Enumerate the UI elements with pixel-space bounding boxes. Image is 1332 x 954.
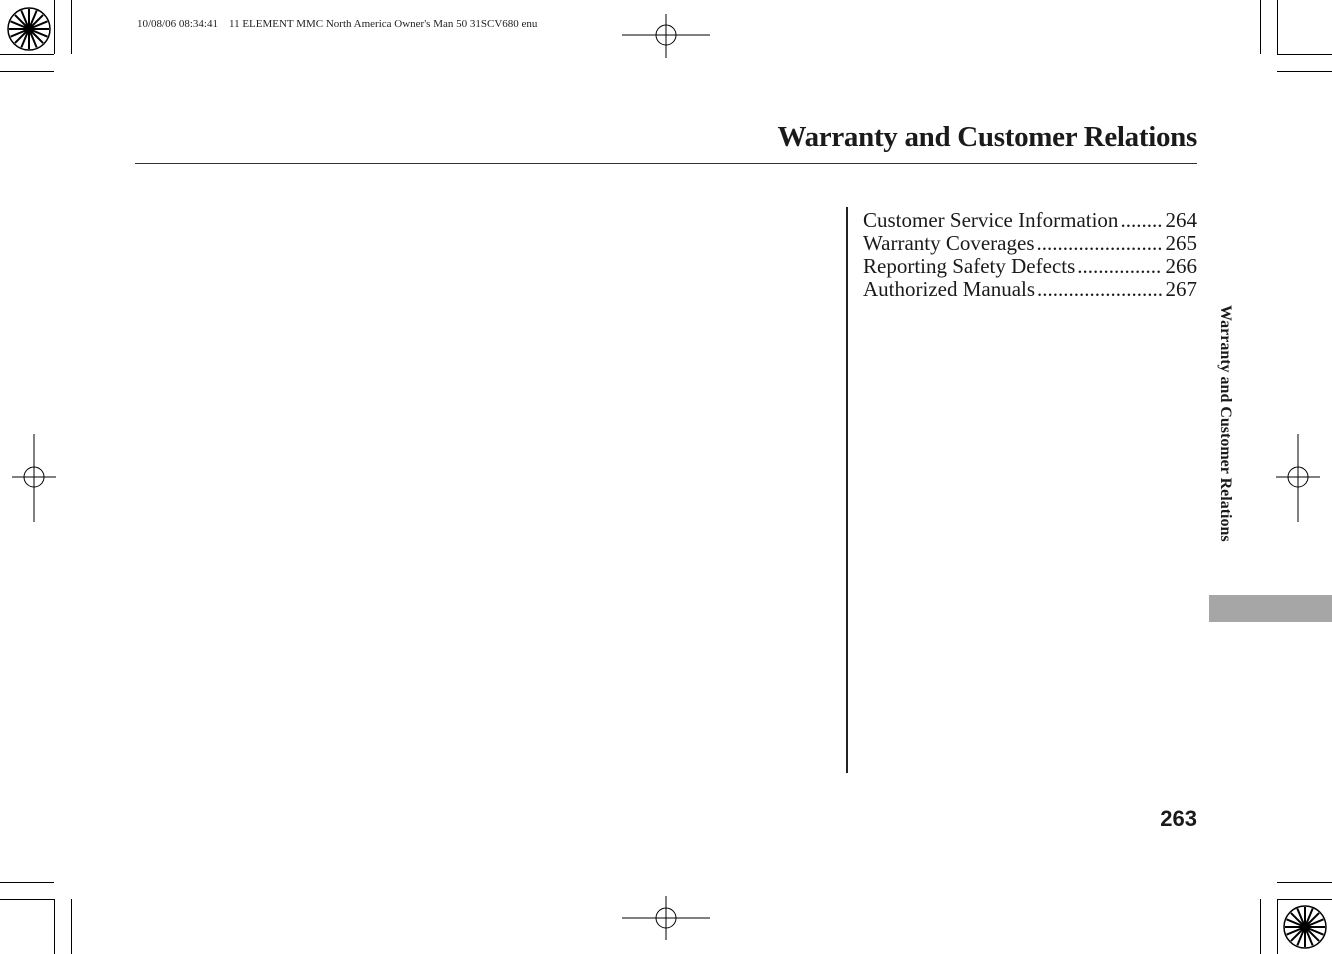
toc-leader-dots [1120,209,1161,232]
toc-entry-page: 266 [1165,255,1197,278]
starburst-mark-top-left [6,6,52,52]
title-rule [135,163,1197,164]
toc-entry-label: Reporting Safety Defects [863,255,1076,278]
toc-leader-dots [1077,255,1161,278]
toc-entry-page: 264 [1165,209,1197,232]
toc-entry-label: Customer Service Information [863,209,1119,232]
starburst-mark-bottom-right [1282,904,1328,950]
print-header: 10/08/06 08:34:41 11 ELEMENT MMC North America Owner's Man 50 31SCV680 enu [137,18,538,30]
toc-entry[interactable] [863,278,1197,301]
page-number: 263 [1160,806,1197,831]
section-side-tab-label: Warranty and Customer Relations [1217,305,1234,542]
toc-leader-dots [1037,278,1161,301]
crosshair-mark-left [12,434,56,522]
section-side-tab-bar [1209,595,1332,622]
toc-entry-label: Warranty Coverages [863,232,1035,255]
crosshair-mark-right [1276,434,1320,522]
toc-divider [846,207,848,773]
crosshair-mark-top [622,14,710,58]
page-title: Warranty and Customer Relations [777,121,1197,153]
toc-leader-dots [1037,232,1162,255]
toc-entry-page: 267 [1165,278,1197,301]
crosshair-mark-bottom [622,896,710,940]
toc-entry-label: Authorized Manuals [863,278,1036,301]
toc-entry[interactable] [863,232,1197,255]
toc-entry[interactable] [863,209,1197,232]
toc-entry[interactable] [863,255,1197,278]
table-of-contents [863,209,1197,301]
toc-entry-page: 265 [1165,232,1197,255]
